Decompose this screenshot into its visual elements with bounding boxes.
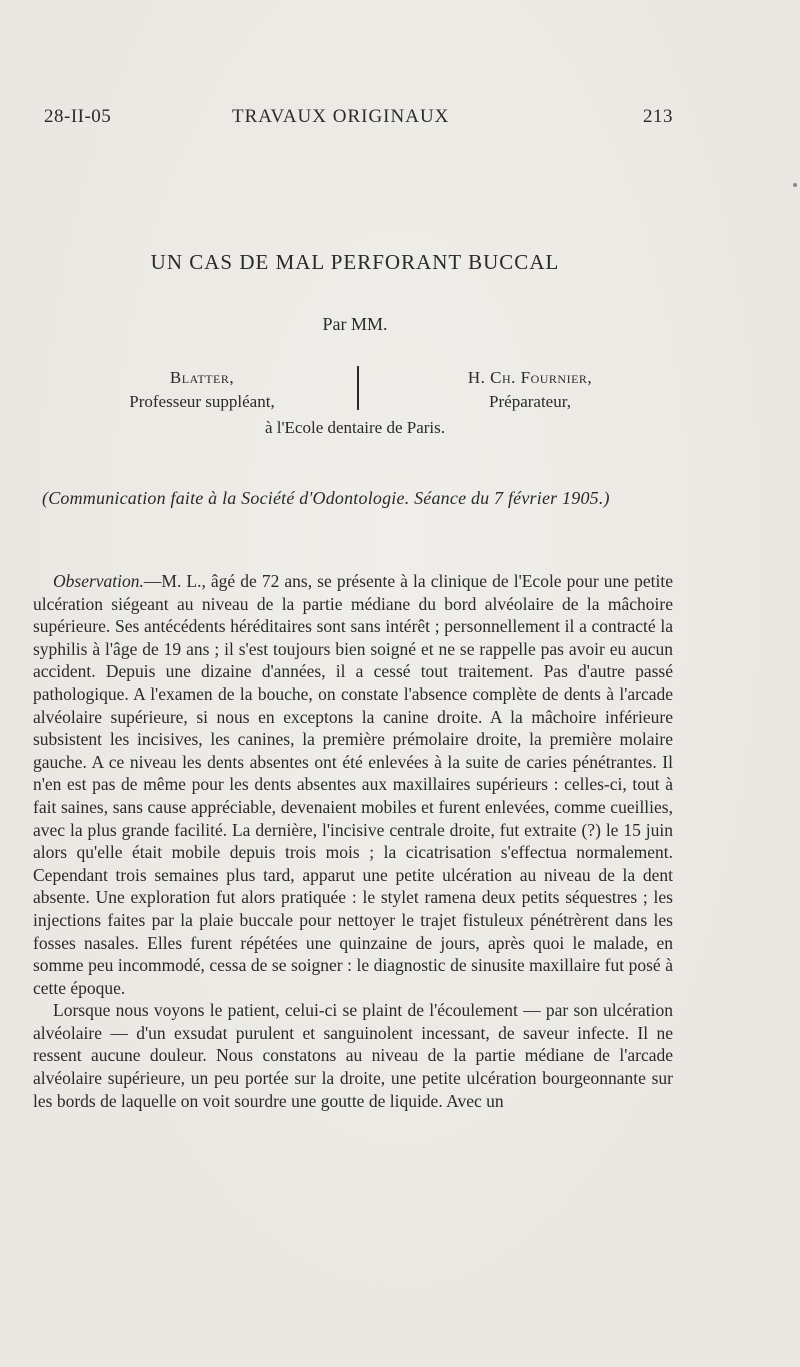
author-name: H. Ch. Fournier, <box>467 368 593 387</box>
author-role: Professeur suppléant, <box>129 392 275 411</box>
author-role: Préparateur, <box>489 392 571 411</box>
header-journal-section: TRAVAUX ORIGINAUX <box>232 106 450 127</box>
article-body <box>33 570 673 1112</box>
paragraph-examination: Lorsque nous voyons le patient, celui-ci se plaint de l'écoulement — par son ulcération alvéolaire — d'un exsudat purulent et sanguinolent incessant, de saveur infecte. Il ne ressent aucune douleur. Nous constatons au niveau de la partie médiane de l'arcade alvéolaire supérieure, un peu portée sur la droite, une petite ulcération bourgeonnante sur les bords de laquelle on voit sourdre une goutte de liquide. Avec un <box>33 1000 673 1111</box>
author-blatter <box>92 366 312 414</box>
communication-note: (Communication faite à la Société d'Odontologie. Séance du 7 février 1905.) <box>42 488 610 508</box>
running-header <box>0 104 800 134</box>
byline: Par MM. <box>322 314 388 334</box>
author-divider <box>357 366 359 410</box>
article-title: UN CAS DE MAL PERFORANT BUCCAL <box>150 250 560 274</box>
page-number: 213 <box>643 106 673 127</box>
author-fournier <box>430 366 630 414</box>
paragraph-observation <box>33 570 673 999</box>
author-name: Blatter, <box>169 368 235 387</box>
observation-label: Observation. <box>53 571 144 591</box>
page-speck <box>793 183 797 187</box>
affiliation: à l'Ecole dentaire de Paris. <box>264 418 446 437</box>
observation-text: —M. L., âgé de 72 ans, se présente à la clinique de l'Ecole pour une petite ulcération siégeant au niveau de la partie médiane du bord alvéolaire de la mâchoire supérieure. Ses antécédents héréditaires sont sans intérêt ; personnellement il a contracté la syphilis à l'âge de 19 ans ; il s'est toujours bien soigné et ne se rappelle pas avoir eu aucun accident. Depuis une dizaine d'années, il a cessé tout traitement. Pas d'autre passé pathologique. A l'examen de la bouche, on constate l'absence complète de dents à l'arcade alvéolaire supérieure, si nous en exceptons la canine droite. A la mâchoire inférieure subsistent les incisives, les canines, la première prémolaire droite, la première molaire gauche. A ce niveau les dents absentes ont été enlevées à la suite de caries pénétrantes. Il n'en est pas de même pour les dents absentes aux maxillaires supérieurs : celles-ci, tout à fait saines, sans cause appréciable, devenaient mobiles et furent enlevées, comme cueillies, avec la plus grande facilité. La dernière, l'incisive centrale droite, fut extraite (?) le 15 juin alors qu'elle était mobile depuis trois mois ; la cicatrisation s'effectua normalement. Cependant trois semaines plus tard, apparut une petite ulcération au niveau de la dent absente. Une exploration fut alors pratiquée : le stylet ramena deux petits séquestres ; les injections faites par la plaie buccale pour nettoyer le trajet fistuleux pénétrèrent dans les fosses nasales. Elles furent répétées une quinzaine de jours, après quoi le malade, en somme peu incommodé, cessa de se soigner : le diagnostic de sinusite maxillaire fut posé à cette époque. <box>33 571 673 998</box>
header-date: 28-II-05 <box>44 106 112 127</box>
